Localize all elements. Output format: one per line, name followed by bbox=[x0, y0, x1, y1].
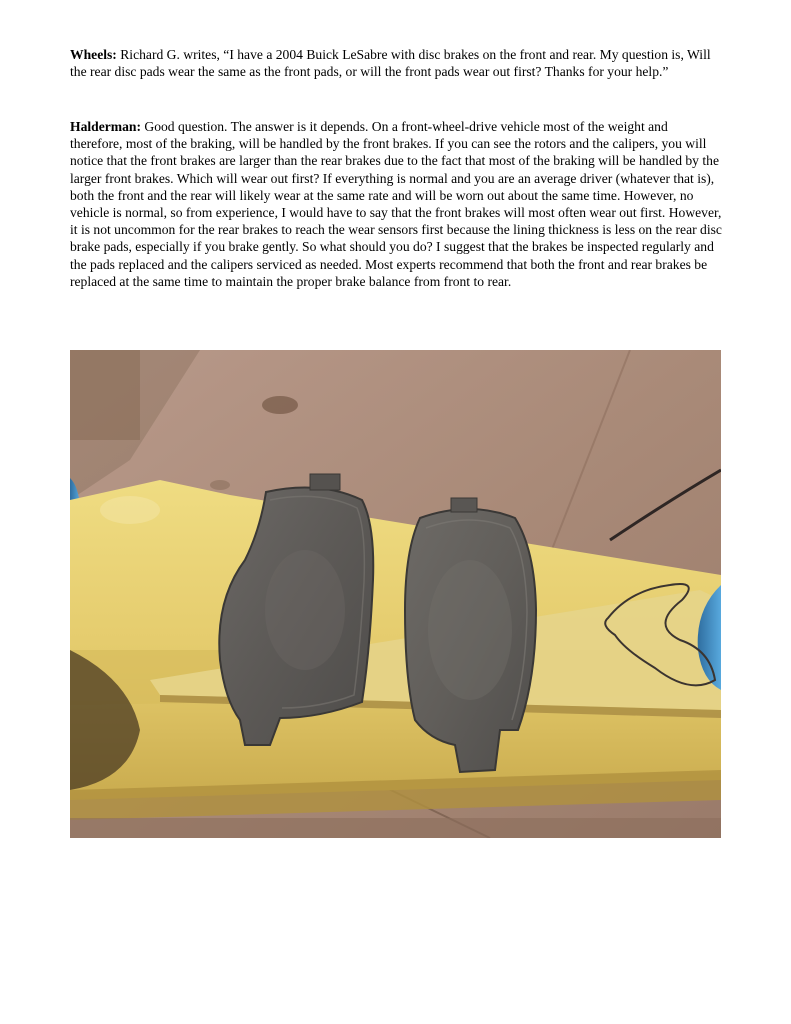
question-text: Richard G. writes, “I have a 2004 Buick LeSabre with disc brakes on the front and rear. My question is, Will the rear disc pads wear the same as the front pads, or will the front pads wear out first? Thanks for your help.” bbox=[70, 47, 711, 80]
answer-paragraph bbox=[70, 118, 722, 290]
question-speaker: Wheels: bbox=[70, 47, 117, 62]
answer-text: Good question. The answer is it depends. On a front-wheel-drive vehicle most of the weight and therefore, most of the braking, will be handled by the front brakes. If you can see the rotors and the calipers, you will notice that the front brakes are larger than the rear brakes due to the fact that most of the braking will be handled by the larger front brakes. Which will wear out first? If everything is normal and you are an average driver (whatever that is), both the front and the rear will likely wear at the same rate and will be worn out about the same time. However, no vehicle is normal, so from experience, I would have to say that the front brakes will most often wear out first. However, it is not uncommon for the rear brakes to reach the wear sensors first because the lining thickness is less on the rear disc brake pads, especially if you brake gently. So what should you do? I suggest that the brakes be inspected regularly and the pads replaced and the calipers serviced as needed. Most experts recommend that both the front and rear brakes be replaced at the same time to maintain the proper brake balance from front to rear. bbox=[70, 119, 722, 289]
question-paragraph bbox=[70, 46, 722, 80]
answer-speaker: Halderman: bbox=[70, 119, 141, 134]
brake-pads-photo bbox=[70, 350, 721, 838]
right-brake-pad bbox=[405, 498, 536, 772]
